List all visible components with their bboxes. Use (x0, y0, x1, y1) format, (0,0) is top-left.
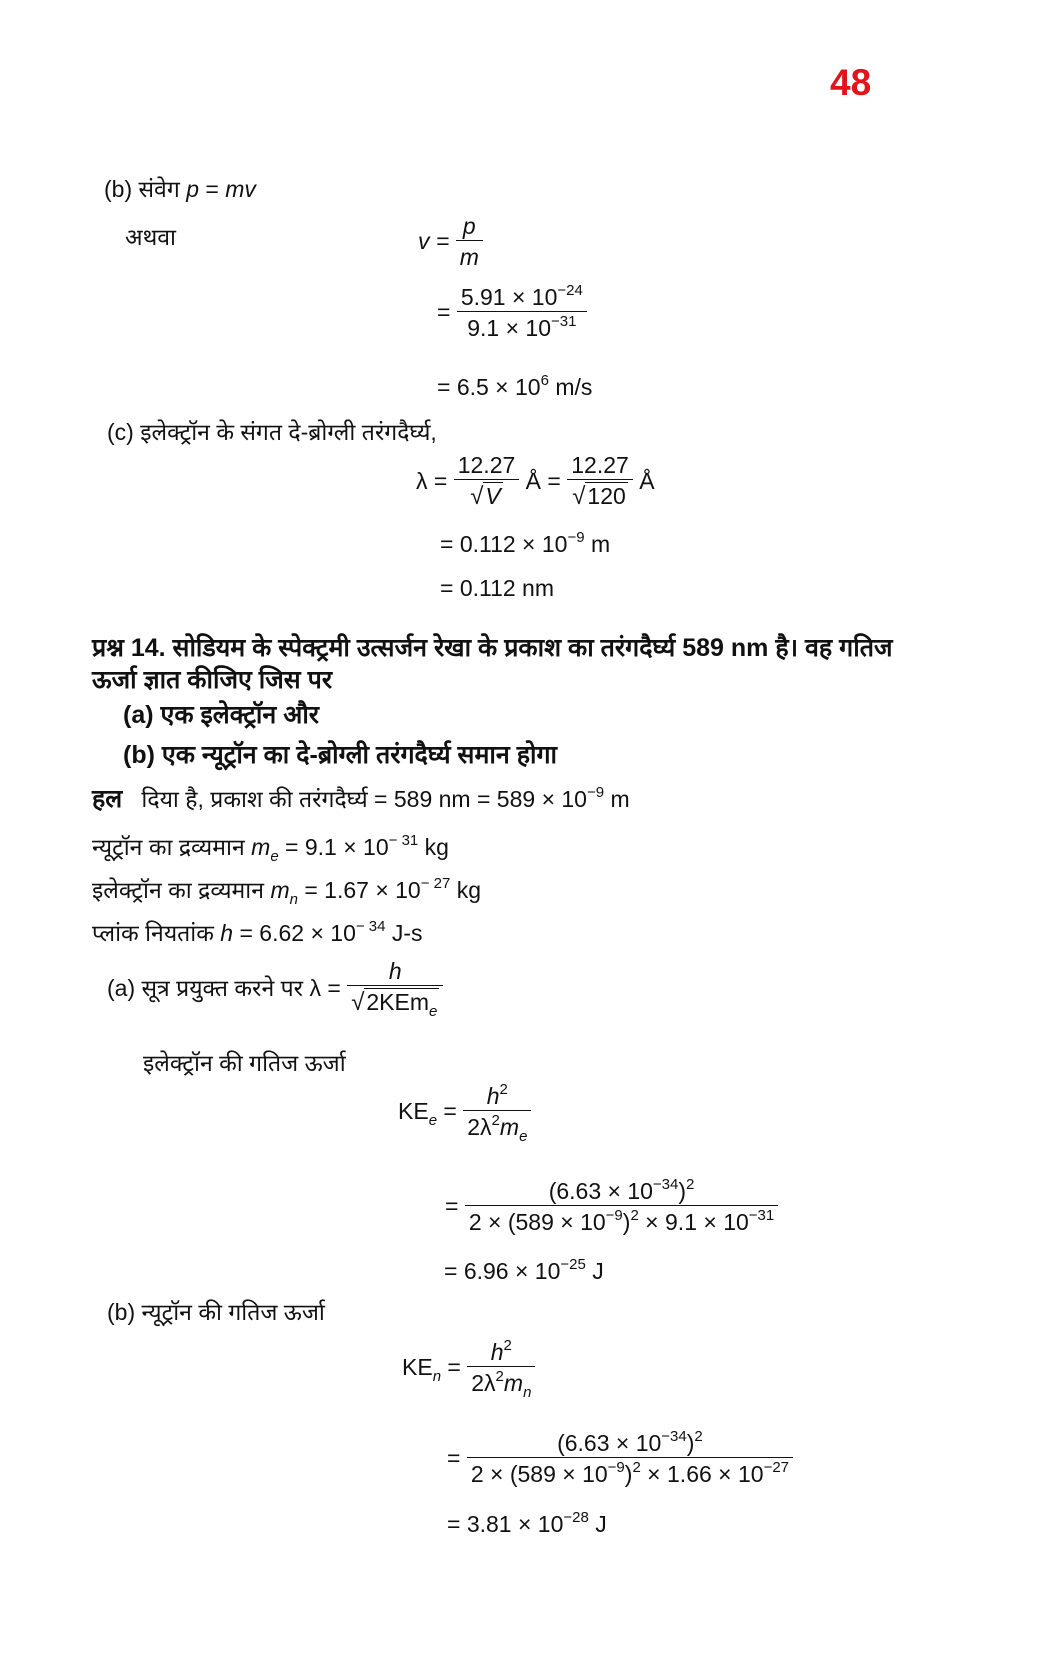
paren: ) (686, 1430, 695, 1456)
exponent: 2 (495, 1368, 504, 1385)
radicand: 120 (587, 483, 626, 509)
value: = 1.67 × 10 (297, 877, 421, 903)
paren: ) (624, 1461, 633, 1487)
fraction-denominator (347, 985, 443, 1020)
fraction-denominator (457, 311, 587, 342)
sqrt-symbol: √ (470, 483, 484, 510)
question-14-line2: ऊर्जा ज्ञात कीजिए जिस पर (92, 666, 333, 694)
fraction-numerator (465, 1177, 778, 1205)
electron-ke-fraction (463, 1081, 531, 1145)
result-text: = 6.96 × 10 (444, 1258, 561, 1284)
denominator-text: 2λ (471, 1370, 496, 1396)
velocity-result (437, 372, 592, 402)
unit: Å (639, 467, 655, 494)
part-c-label: (c) इलेक्ट्रॉन के संगत दे-ब्रोग्ली तरंगदैर्घ्य, (107, 419, 437, 445)
unit: J (585, 1258, 604, 1284)
denominator-text: 2 × (589 × 10 (470, 1461, 608, 1487)
denominator-text: 2λ (467, 1114, 492, 1140)
exponent: −28 (563, 1509, 589, 1526)
fraction-denominator (454, 479, 520, 511)
unit: J (588, 1511, 607, 1537)
exponent: 2 (632, 1459, 641, 1476)
denominator-text: × 1.66 × 10 (640, 1461, 764, 1487)
value: = 9.1 × 10 (278, 834, 389, 860)
page-number: 48 (830, 62, 872, 103)
momentum-symbol: p (186, 176, 199, 202)
velocity-substitution-fraction (457, 283, 587, 342)
electron-ke-formula (398, 1081, 531, 1145)
wavelength-result-nm: = 0.112 nm (440, 575, 555, 601)
velocity-fraction (456, 212, 483, 271)
result-text: = 6.5 × 10 (437, 374, 541, 400)
numerator-text: 5.91 × 10 (460, 284, 558, 310)
exponent: −9 (607, 1459, 625, 1476)
unit: m (604, 786, 630, 812)
formula-label: (a) सूत्र प्रयुक्त करने पर λ = (107, 975, 341, 1001)
unit: J-s (385, 920, 423, 946)
fraction-numerator (457, 283, 587, 311)
result-text: = 0.112 × 10 (440, 531, 568, 557)
exponent: 6 (540, 372, 549, 389)
velocity-substitution (437, 283, 587, 342)
electron-ke-label: इलेक्ट्रॉन की गतिज ऊर्जा (143, 1050, 346, 1076)
given-text: दिया है, प्रकाश की तरंगदैर्घ्य = 589 nm = 589 × 10 (141, 786, 587, 812)
question-option-a: (a) एक इलेक्ट्रॉन और (123, 701, 320, 729)
electron-ke-result (444, 1256, 604, 1286)
equals-sign: = (437, 1098, 457, 1124)
neutron-ke-formula (402, 1337, 535, 1401)
numerator-text: (6.63 × 10 (548, 1178, 653, 1204)
mass-symbol: m (503, 1370, 524, 1396)
unit: kg (450, 877, 482, 903)
label: इलेक्ट्रॉन का द्रव्यमान (92, 877, 271, 903)
symbol: m (270, 877, 290, 903)
exponent: −25 (560, 1256, 586, 1273)
result-text: = 3.81 × 10 (447, 1511, 564, 1537)
denominator-text: 9.1 × 10 (467, 315, 551, 341)
equals-sign: = (437, 299, 451, 325)
wavelength-result-m (440, 529, 610, 559)
wavelength-fraction-1 (454, 451, 520, 511)
exponent: −31 (748, 1207, 775, 1224)
debroglie-formula-fraction (347, 957, 443, 1020)
fraction-denominator (567, 479, 633, 511)
velocity-equation (418, 212, 483, 271)
exponent: 2 (686, 1176, 695, 1193)
momentum-formula: mv (225, 176, 256, 202)
subscript: n (432, 1368, 442, 1385)
unit: Å = (525, 467, 561, 494)
part-b-momentum-line (104, 174, 256, 204)
neutron-ke-fraction (467, 1337, 535, 1401)
numerator-text: (6.63 × 10 (557, 1430, 662, 1456)
electron-ke-calculation (445, 1177, 778, 1236)
subscript: e (270, 848, 279, 865)
unit: m/s (548, 374, 593, 400)
neutron-mass-line (92, 832, 449, 865)
exponent: − 27 (420, 875, 451, 892)
fraction-numerator (467, 1429, 793, 1457)
fraction-denominator: m (456, 240, 483, 271)
equals-sign: = (445, 1193, 459, 1219)
fraction-numerator: h (388, 958, 402, 984)
equals-sign: = (441, 1354, 461, 1380)
electron-mass-line (92, 875, 482, 908)
fraction-numerator (463, 1082, 531, 1110)
subscript: n (523, 1384, 532, 1401)
exponent: 2 (499, 1081, 508, 1098)
numerator-text: h (486, 1083, 500, 1109)
exponent: 2 (630, 1207, 639, 1224)
athva-label: अथवा (125, 224, 177, 250)
fraction-numerator: p (462, 213, 476, 239)
label: न्यूट्रॉन का द्रव्यमान (92, 834, 252, 860)
subscript: e (428, 1112, 438, 1129)
fraction-denominator (467, 1366, 535, 1401)
exponent: −9 (605, 1207, 623, 1224)
neutron-ke-calc-fraction (467, 1429, 793, 1488)
electron-ke-calc-fraction (465, 1177, 778, 1236)
fraction-denominator (465, 1205, 778, 1236)
fraction-numerator (467, 1338, 535, 1366)
exponent: −9 (567, 529, 585, 546)
formula-a-line (107, 957, 443, 1020)
radicand: 2KEm (366, 989, 430, 1015)
unit: kg (418, 834, 449, 860)
sqrt-symbol: √ (351, 989, 365, 1016)
paren: ) (678, 1178, 687, 1204)
denominator-text: × 9.1 × 10 (638, 1209, 749, 1235)
exponent: −9 (586, 784, 605, 801)
label: प्लांक नियतांक (92, 920, 221, 946)
fraction-denominator (463, 1110, 531, 1145)
velocity-lhs: v = (418, 228, 450, 254)
question-14-line1: प्रश्न 14. सोडियम के स्पेक्ट्रमी उत्सर्जन रेखा के प्रकाश का तरंगदैर्घ्य 589 nm है। वह गतिज (92, 634, 893, 662)
exponent: 2 (491, 1112, 500, 1129)
symbol: h (220, 920, 234, 946)
exponent: 2 (694, 1428, 703, 1445)
solution-given (92, 784, 630, 814)
equals-sign: = (447, 1445, 461, 1471)
exponent: −27 (763, 1459, 790, 1476)
subscript: n (289, 891, 298, 908)
wavelength-fraction-2 (567, 451, 633, 511)
exponent: −31 (551, 313, 577, 330)
symbol: m (251, 834, 271, 860)
exponent: −24 (557, 282, 583, 299)
fraction-denominator (467, 1457, 793, 1488)
paren: ) (622, 1209, 631, 1235)
fraction-numerator: 12.27 (457, 452, 516, 478)
equals-sign: = (205, 176, 219, 202)
mass-symbol: m (499, 1114, 520, 1140)
subscript: e (429, 1003, 438, 1020)
question-option-b: (b) एक न्यूट्रॉन का दे-ब्रोग्ली तरंगदैर्घ्य समान होगा (123, 741, 557, 769)
neutron-ke-result (447, 1509, 607, 1539)
ke-symbol: KE (398, 1098, 429, 1124)
exponent: 2 (503, 1337, 512, 1354)
neutron-ke-calculation (447, 1429, 793, 1488)
neutron-ke-label: (b) न्यूट्रॉन की गतिज ऊर्जा (107, 1299, 325, 1325)
lambda-lhs: λ = (416, 467, 448, 494)
exponent: −34 (661, 1428, 687, 1445)
fraction-numerator: 12.27 (571, 452, 629, 478)
part-b-label: (b) संवेग (104, 176, 180, 202)
planck-constant-line (92, 918, 423, 948)
unit: m (584, 531, 611, 557)
ke-symbol: KE (402, 1354, 433, 1380)
denominator-text: 2 × (589 × 10 (468, 1209, 606, 1235)
numerator-text: h (490, 1339, 504, 1365)
wavelength-equation (416, 451, 655, 511)
solution-heading: हल (92, 785, 123, 813)
subscript: e (519, 1128, 528, 1145)
value: = 6.62 × 10 (233, 920, 356, 946)
radicand: V (485, 483, 501, 509)
exponent: −34 (652, 1176, 679, 1193)
exponent: − 31 (388, 832, 419, 849)
exponent: − 34 (355, 918, 386, 935)
sqrt-symbol: √ (572, 483, 586, 510)
